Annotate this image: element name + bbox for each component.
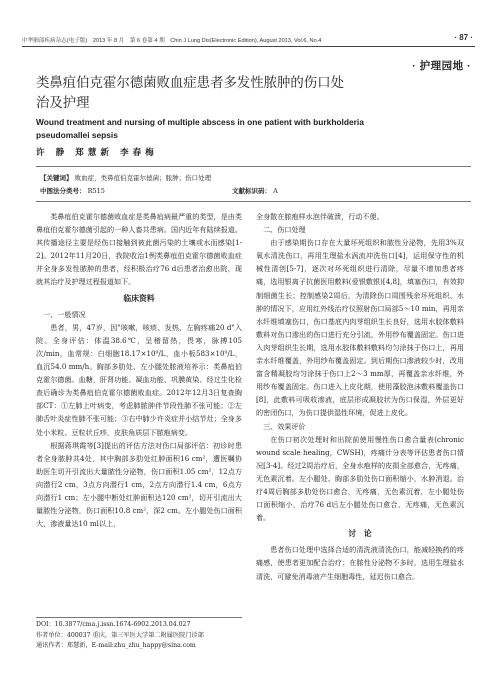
doc-code-label: 文献标识码： bbox=[232, 187, 271, 195]
keywords-label: 【关键词】 bbox=[40, 174, 73, 182]
heading-evaluation: 三、效果评价 bbox=[263, 421, 306, 431]
heading-clinical-data: 临床资料 bbox=[123, 293, 155, 303]
title-chinese: 类鼻疽伯克霍尔德菌败血症患者多发性脓肿的伤口处治及护理 bbox=[36, 76, 344, 111]
keywords-row bbox=[40, 173, 211, 182]
corresponding-author: 通讯作者：郑慧新，E-mail:zhu_zhu_happy@sina.com bbox=[36, 642, 196, 649]
heading-discussion: 讨 论 bbox=[348, 529, 372, 539]
heading-general: 一、一般情况 bbox=[43, 309, 86, 319]
journal-citation: 中华肺部疾病杂志(电子版) 2013 年 8 月 第 6 卷第 4 期 Chin J Lung Dis(Electronic Edition), August 2013, Vol.6, No.4 bbox=[22, 38, 322, 44]
wound-paragraph: 由于感染期伤口存在大量坏死组织和脓性分泌物，先用3%双氧水清洗伤口，再用生理盐水涡流冲洗伤口[4]，运用保守性的机械性清创[5-7]，逐次对坏死组织进行清除，尽量不增加患者疼痛，选用银离子抗菌医用敷料(爱银敷银)[4,8]，填塞伤口，有效抑制细菌生长；控制感染2周后，为清除伤口周围残余坏死组织、水肿的情况下，应用红外线治疗仪照射伤口局部5～10 min，再用亲水纤维填塞伤口，伤口基底内肉芽组织生长良好，选用水胶体敷料敷料对伤口渗出的伤口进行充分引流，外用纱布覆盖固定。伤口进入肉芽组织生长期，选用水胶体敷料敷料均匀涂抹于伤口上，再用亲水纤维覆盖，外用纱布覆盖固定。到后期伤口渗液较少时，改用富含精凝胶均匀涂抹于伤口上2～3 mm厚，再覆盖亲水纤维，外用纱布覆盖固定。伤口进入上皮化期，使用藻胶泡沫敷料覆盖伤口[8]，此敷料可吸收渗液，底层形成凝胶状为伤口保湿，外层更好的密闭伤口，为伤口提供湿性环境，促进上皮化。 bbox=[256, 238, 464, 418]
affiliation: 作者单位：400037 重庆，第三军医大学第二附属医院门诊部 bbox=[36, 631, 204, 639]
page-number: · 87 · bbox=[454, 33, 473, 42]
heading-wound-treatment: 二、伤口处理 bbox=[263, 225, 306, 235]
keywords-box bbox=[36, 166, 471, 202]
clc-row bbox=[40, 186, 105, 195]
continuation-text: 全身散在脓疱样水泡伴破溃，行动不便。 bbox=[256, 212, 384, 221]
doi: DOI：10.3877/cma.j.issn.1674-6902.2013.04.027 bbox=[36, 621, 191, 628]
running-header bbox=[22, 34, 475, 47]
section-tag: · 护理园地 · bbox=[412, 60, 471, 72]
clc-value: R515 bbox=[87, 187, 105, 195]
doc-code-row bbox=[232, 186, 278, 195]
general-paragraph-2: 根据蒋琪霞等[3]提出的评估方法对伤口局部评估：初诊时患者全身脓肿共4处，其中胸部多肋处红肿面积16 cm²，遭医嘱协助医生切开引流出大量脓性分泌物，伤口面积1.05 cm²，12点方向潜行2 cm，3点方向潜行1 cm，2点方向潜行1.4 cm，6点方向潜行1 cm；左小腿中断处红肿面积达120 cm²，切开引流出大量脓性分泌物，伤口面积10.8 cm²，深2 cm。左小腿处伤口面积大，渗液量达10 ml以上， bbox=[36, 440, 242, 529]
general-paragraph-1: 患者，男，47岁，因"咳嗽，咳痰、发热、左胸疼痛20 d"入院。全身评估：体温38.6℃，呈稽留热，畏寒，脉搏105次/min，血常规：白细胞18.17×10⁹/L，血小板583×10⁹/L，血沉54.0 mm/h。胸部多肋处、左小腿处脓液培养示：类鼻疽伯克霍尔德菌。血糖，肝肾功能、凝血功能、巩膜黄染、经过生化检查后确诊为类鼻疽伯克霍尔德菌败血症。2012年12月3日复查胸部CT：①左肺上叶病变，考虑肺脓肿伴节段性肺不张可能；②左肺舌叶炎症性肺不张可能；③右中肺少许炎症并小结节灶；全身多处小米粒、豆粒状丘疹，皮肤角质层下脓疱病变。 bbox=[36, 322, 242, 437]
keywords-text: 败血症，类鼻疽伯克霍尔德菌；脓肿；伤口处理 bbox=[74, 174, 212, 182]
title-english: Wound treatment and nursing of multiple abscess in one patient with burkholderia pseudomallei sepsis bbox=[36, 117, 364, 140]
right-column bbox=[256, 210, 464, 583]
clc-label: 中图法分类号： bbox=[40, 187, 86, 195]
intro-paragraph: 类鼻疽伯克霍尔德菌败血症是类鼻疽病最严重的类型，是由类鼻疽伯克霍尔德菌引起的一种人畜共患病。国内近年有陆续报道。其传播途径主要是经伤口接触到被此菌污染的土壤或水而感染[1-2]。2012年11月20日，我院收治1例类鼻疽伯克霍尔德菌败血症并全身多发性脓肿的患者，经积极治疗76 d后患者治愈出院，现就其治疗及护理过程报道如下。 bbox=[36, 212, 242, 287]
left-column bbox=[36, 210, 242, 530]
doc-code-value: A bbox=[273, 187, 278, 195]
evaluation-paragraph: 在伤口初次处理时和出院前使用慢性伤口愈合量表(chronic wound scale healing，CWSH)，疼痛计分表等评估患者伤口情况[3-4]。经过2周治疗后，全身水疱样的皮损全部愈合，无疼痛，无色素沉着。左小腿处、胸部多肋处伤口面积缩小，水肿消退。治疗4周后胸部多肋处伤口愈合，无疼痛，无色素沉着，左小腿处伤口面积缩小，治疗76 d后左小腿处伤口愈合，无疼痛，无色素沉着。 bbox=[256, 434, 464, 523]
discussion-paragraph: 患者伤口处理中选择合适的清洗液清洗伤口，能减轻换药的疼痛感，使患者更加配合治疗；在脓性分泌物不多时，选用生理盐水清洗，可避免消毒液产生细胞毒性，延迟伤口愈合。 bbox=[256, 545, 464, 581]
footnote bbox=[36, 617, 242, 652]
authors: 许 静 郑慧新 李春梅 bbox=[36, 148, 158, 158]
